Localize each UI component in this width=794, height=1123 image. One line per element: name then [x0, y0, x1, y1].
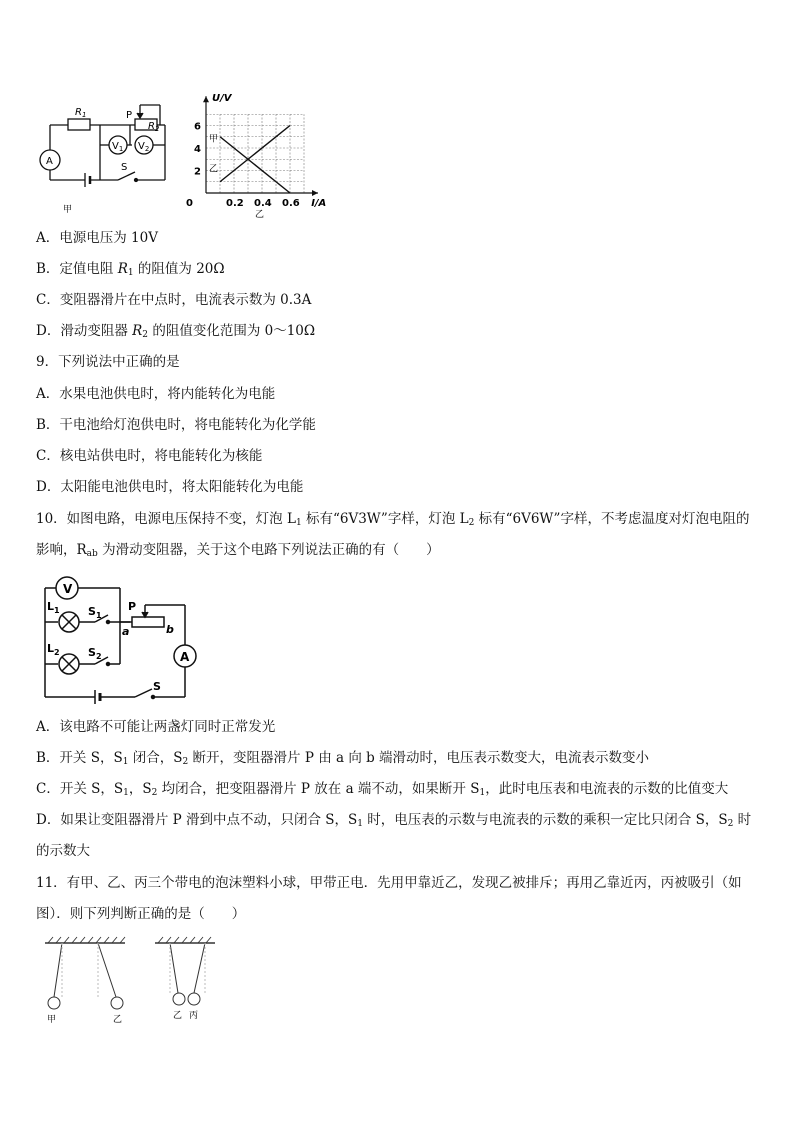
q9-stem: 9．下列说法中正确的是	[36, 354, 180, 370]
q10-option-c: C．开关 S，$S_1$，$S_2$ 均闭合，把变阻器滑片 P 放在 a 端不动，如果断开 $S_1$，此时电压表和电流表的示数的比值变大	[36, 781, 729, 798]
q10-label-b-end: b	[166, 623, 174, 636]
circuit-caption: 甲	[63, 205, 73, 215]
series-label-jia: 甲	[209, 134, 219, 145]
q8-option-b: B．定值电阻 $R_1$ 的阻值为 20Ω	[36, 261, 225, 278]
origin-label: 0	[186, 198, 193, 209]
q9-option-c: C．核电站供电时，将电能转化为核能	[36, 448, 263, 464]
ui-graph-yi	[178, 86, 338, 220]
q10-label-a-end: a	[122, 625, 130, 638]
y-tick-label: 2	[194, 166, 201, 178]
q9-option-b: B．干电池给灯泡供电时，将电能转化为化学能	[36, 417, 316, 433]
label-v1: $V_1$	[112, 141, 124, 153]
q10-label-l1: $L_1$	[47, 600, 60, 615]
q8-option-c: C．变阻器滑片在中点时，电流表示数为 0.3A	[36, 292, 312, 308]
q9-option-a: A．水果电池供电时，将内能转化为电能	[36, 386, 276, 402]
q11-label-yi: 乙	[113, 1015, 123, 1025]
label-r2: $R_2$	[148, 121, 160, 133]
graph-caption: 乙	[255, 210, 265, 220]
q8-option-a: A．电源电压为 10V	[36, 230, 158, 246]
label-ammeter: A	[46, 156, 53, 167]
label-p: P	[126, 110, 133, 121]
label-switch: S	[121, 162, 128, 173]
label-v2: $V_2$	[138, 141, 150, 153]
series-line-jia	[220, 126, 290, 182]
y-axis-arrow	[203, 96, 209, 102]
q11-stem-line1: 11．有甲、乙、丙三个带电的泡沫塑料小球，甲带正电．先用甲靠近乙，发现乙被排斥；再用乙靠近丙，丙被吸引（如	[36, 875, 742, 891]
q10-label-s: S	[153, 680, 161, 693]
q10-label-ammeter: A	[180, 650, 190, 664]
q11-stem-line2: 图）．则下列判断正确的是（ ）	[36, 906, 246, 922]
y-axis-label: U/V	[212, 92, 232, 104]
label-r1: $R_1$	[75, 107, 87, 119]
circuit-diagram-jia	[40, 100, 190, 215]
q10-stem-line2: 影响，$R_{ab}$ 为滑动变阻器，关于这个电路下列说法正确的有（ ）	[36, 542, 440, 559]
q10-option-d-line2: 的示数大	[36, 843, 90, 859]
series-line-yi	[220, 137, 290, 193]
q11-label-yi-2: 乙	[173, 1011, 183, 1021]
x-tick-label: 0.6	[282, 198, 300, 209]
q10-label-p: P	[128, 600, 137, 613]
y-tick-label: 4	[194, 144, 201, 155]
q10-option-d-line1: D．如果让变阻器滑片 P 滑到中点不动，只闭合 S，$S_1$ 时，电压表的示数与电流表的示数的乘积一定比只闭合 S，$S_2$ 时	[36, 812, 752, 829]
q10-label-s2: $S_2$	[88, 646, 102, 661]
series-label-yi: 乙	[209, 164, 219, 175]
q10-label-v: V	[63, 582, 73, 596]
q10-option-b: B．开关 S，$S_1$ 闭合，$S_2$ 断开，变阻器滑片 P 由 a 向 b 端滑动时，电压表示数变大，电流表示数变小	[36, 750, 650, 767]
q8-option-d: D．滑动变阻器 $R_2$ 的阻值变化范围为 0～10Ω	[36, 323, 316, 340]
q11-label-jia: 甲	[47, 1015, 57, 1025]
x-tick-label: 0.2	[226, 198, 244, 209]
q11-label-bing: 丙	[189, 1011, 199, 1021]
q10-label-l2: $L_2$	[47, 642, 60, 657]
graph-labels	[186, 93, 326, 220]
q10-option-a: A．该电路不可能让两盏灯同时正常发光	[36, 719, 276, 735]
y-tick-label: 6	[194, 121, 201, 133]
x-tick-label: 0.4	[254, 198, 272, 209]
x-axis-arrow	[312, 190, 318, 196]
q10-label-s1: $S_1$	[88, 605, 102, 620]
q10-circuit-diagram	[40, 572, 210, 702]
x-axis-label: I/A	[311, 198, 327, 209]
q10-stem-line1: 10．如图电路，电源电压保持不变，灯泡 $L_1$ 标有“6V3W”字样，灯泡 $L_2$ 标有“6V6W”字样，不考虑温度对灯泡电阻的	[36, 511, 750, 528]
q11-charged-balls-figure	[40, 935, 220, 1030]
q9-option-d: D．太阳能电池供电时，将太阳能转化为电能	[36, 479, 304, 495]
